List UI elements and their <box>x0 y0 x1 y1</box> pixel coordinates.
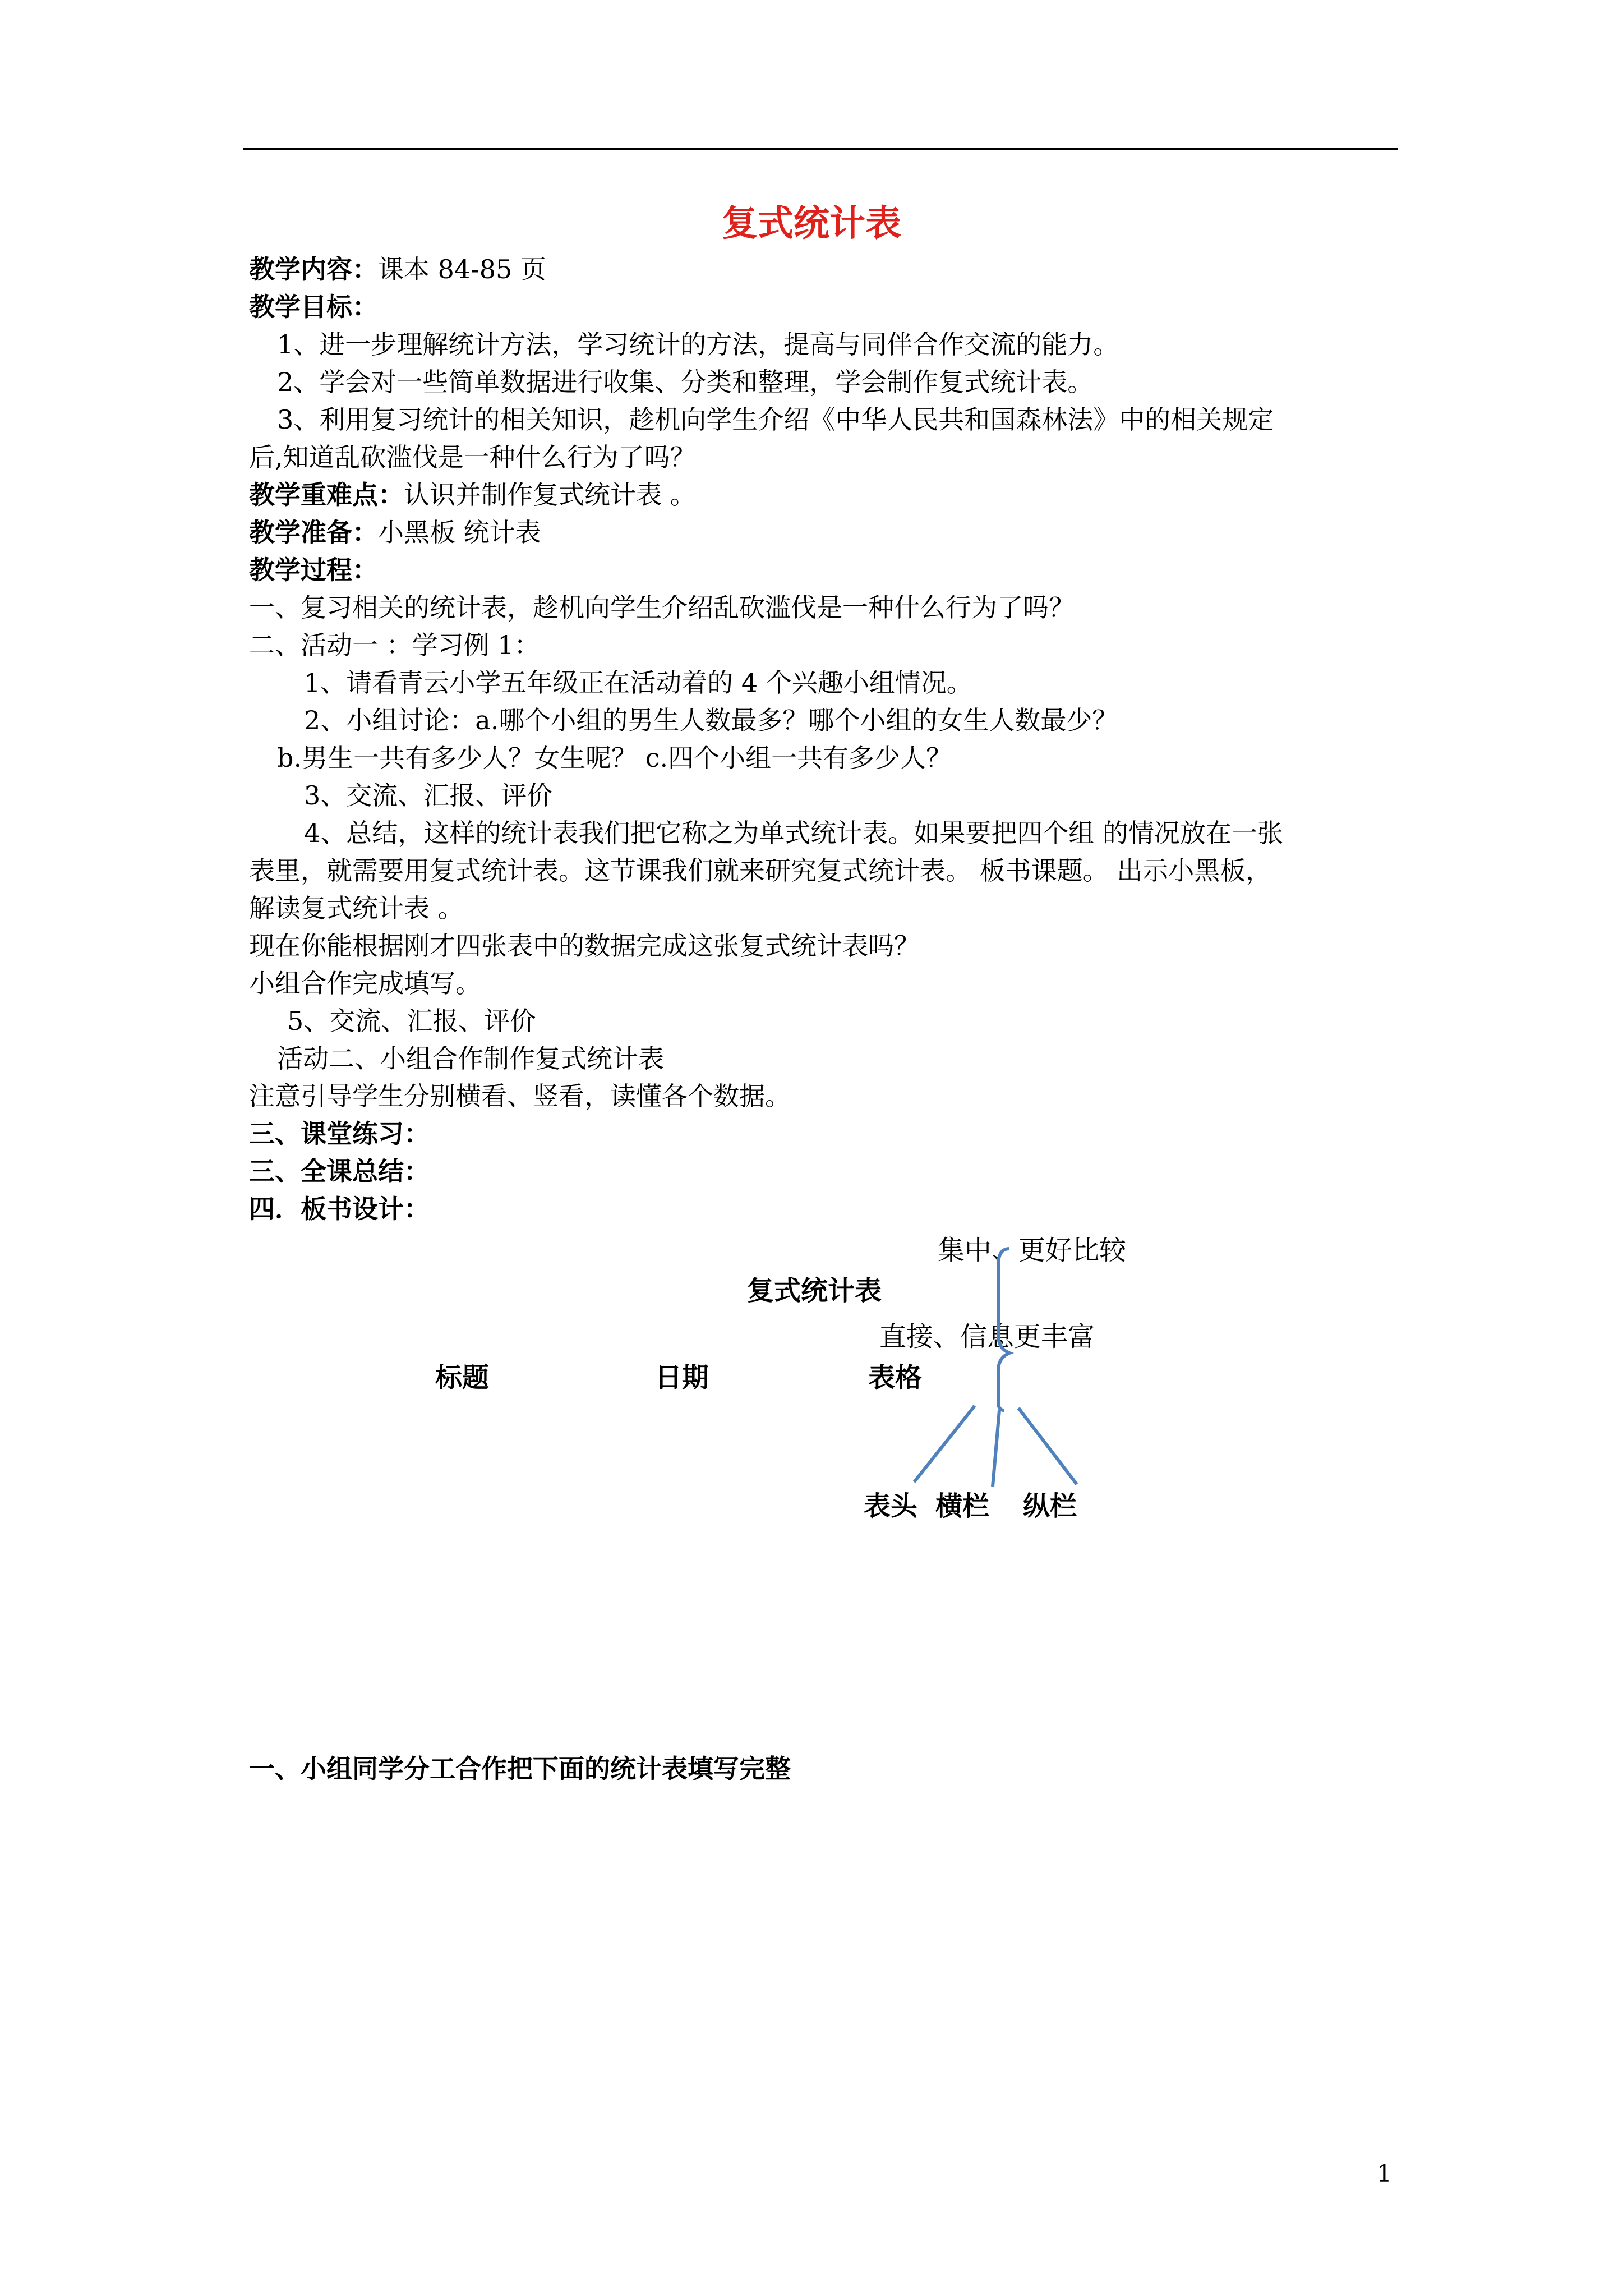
step-2-3: 3、交流、汇报、评价 <box>304 780 553 811</box>
goals-label: 教学目标： <box>249 292 378 322</box>
step-2-question: 现在你能根据刚才四张表中的数据完成这张复式统计表吗？ <box>249 931 920 961</box>
step-2-4-cont2: 解读复式统计表 。 <box>249 893 464 923</box>
step-2-2b: b.男生一共有多少人？女生呢？ c.四个小组一共有多少人？ <box>277 743 952 773</box>
key-value: 认识并制作复式统计表 。 <box>404 480 696 510</box>
board-title: 复式统计表 <box>747 1275 882 1306</box>
key-label: 教学重难点： <box>249 480 404 510</box>
goal-1: 1、进一步理解统计方法，学习统计的方法，提高与同伴合作交流的能力。 <box>277 329 1119 360</box>
exercise-heading: 一、小组同学分工合作把下面的统计表填写完整 <box>249 1754 791 1784</box>
board-sub-row: 横栏 <box>935 1490 990 1522</box>
board-part-title: 标题 <box>435 1362 490 1393</box>
goal-2: 2、学会对一些简单数据进行收集、分类和整理，学会制作复式统计表。 <box>277 367 1094 397</box>
step-3: 三、课堂练习： <box>249 1119 430 1149</box>
content-label: 教学内容： <box>249 254 378 284</box>
prep-value: 小黑板 统计表 <box>378 517 541 547</box>
prep-label: 教学准备： <box>249 517 378 547</box>
content-value: 课本 84-85 页 <box>378 254 546 284</box>
note: 注意引导学生分别横看、竖看，读懂各个数据。 <box>249 1081 791 1111</box>
board-feature-2: 直接、信息更丰富 <box>879 1321 1095 1352</box>
board-sub-head: 表头 <box>864 1490 918 1522</box>
board-branch-row <box>993 1410 999 1487</box>
step-1: 一、复习相关的统计表，趁机向学生介绍乱砍滥伐是一种什么行为了吗？ <box>249 592 1075 623</box>
goal-3: 3、利用复习统计的相关知识，趁机向学生介绍《中华人民共和国森林法》中的相关规定 <box>277 404 1274 435</box>
step-2-2: 2、小组讨论：a.哪个小组的男生人数最多？哪个小组的女生人数最少？ <box>304 705 1118 735</box>
board-part-table: 表格 <box>868 1362 923 1393</box>
board-part-date: 日期 <box>655 1362 709 1393</box>
page-number: 1 <box>1377 2160 1392 2187</box>
board-sub-col: 纵栏 <box>1023 1490 1077 1522</box>
step-2-fill: 小组合作完成填写。 <box>249 968 481 999</box>
board-branch-col <box>1018 1408 1077 1484</box>
board-bracket <box>998 1249 1009 1410</box>
board-feature-1: 集中、更好比较 <box>938 1235 1127 1266</box>
board-branch-head <box>914 1406 975 1482</box>
step-3b: 三、全课总结： <box>249 1156 430 1186</box>
step-2-1: 1、请看青云小学五年级正在活动着的 4 个兴趣小组情况。 <box>304 668 972 698</box>
goal-3-cont: 后,知道乱砍滥伐是一种什么行为了吗？ <box>249 442 696 472</box>
activity-2: 活动二、小组合作制作复式统计表 <box>277 1043 664 1074</box>
step-2: 二、活动一 ：学习例 1： <box>249 630 540 660</box>
document-title: 复式统计表 <box>722 203 901 245</box>
step-2-4: 4、总结，这样的统计表我们把它称之为单式统计表。如果要把四个组 的情况放在一张 <box>304 818 1283 848</box>
step-2-5: 5、交流、汇报、评价 <box>287 1006 536 1036</box>
step-2-4-cont: 表里，就需要用复式统计表。这节课我们就来研究复式统计表。 板书课题。 出示小黑板， <box>249 855 1272 886</box>
step-4: 四．板书设计： <box>249 1194 430 1224</box>
process-label: 教学过程： <box>249 555 378 585</box>
